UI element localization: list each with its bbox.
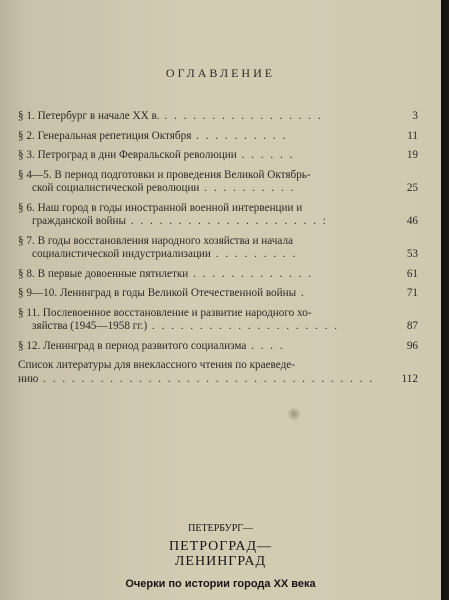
toc-entry-line: § 8. В первые довоенные пятилетки . . . . . . . . . . . . .	[18, 267, 313, 280]
toc-entry-line: Список литературы для внеклассного чтения по краеведе-	[18, 359, 295, 371]
toc-entry	[18, 130, 418, 144]
toc-page-number: 112	[401, 372, 418, 385]
toc-entry-line: § 9—10. Ленинград в годы Великой Отечественной войны .	[18, 287, 306, 299]
toc-page-number: 96	[406, 339, 418, 352]
toc-entry	[18, 359, 418, 386]
cover-title-line-3: ЛЕНИНГРАД	[174, 554, 267, 569]
toc-entry-line: § 12. Ленинград в период развитого социализма . . . .	[18, 339, 285, 352]
toc-entry-line: социалистической индустриализации . . . . . . . . .	[32, 248, 298, 260]
toc-entry	[18, 149, 418, 163]
toc-entry-line: § 2. Генеральная репетиция Октября . . . . . . . . . .	[18, 129, 288, 142]
toc-page-number: 19	[406, 149, 418, 161]
toc-entry-line: § 1. Петербург в начале XX в. . . . . . . . . . . . . . . . . .	[18, 110, 323, 122]
toc-entry	[18, 340, 418, 354]
toc-entry	[18, 202, 418, 229]
toc-entry-line: § 11. Послевоенное восстановление и развитие народного хо-	[18, 306, 312, 319]
toc-entry-line: § 3. Петроград в дни Февральской революции . . . . . .	[18, 149, 295, 161]
toc-page-number: 71	[406, 287, 418, 299]
cover-title-line-2: ПЕТРОГРАД—	[168, 539, 273, 554]
toc-page-number: 11	[407, 129, 418, 142]
toc-page-number: 87	[406, 320, 418, 332]
toc-entry	[18, 235, 418, 262]
toc-entry	[18, 169, 418, 196]
toc-page-number: 53	[406, 248, 418, 260]
toc-entry	[18, 268, 418, 282]
toc-entry	[18, 307, 418, 334]
toc-entry-line: зяйства (1945—1958 гг.) . . . . . . . . . . . . . . . . . . . .	[32, 320, 340, 332]
toc-entry	[18, 287, 418, 301]
cover-title-line-1: ПЕТЕРБУРГ—	[188, 523, 253, 534]
cover-subtitle: Очерки по истории города XX века	[125, 578, 316, 590]
toc-page-number: 25	[406, 182, 418, 194]
toc-entry-line: § 4—5. В период подготовки и проведения Великой Октябрь-	[18, 168, 311, 181]
paper-stain	[287, 407, 301, 421]
toc-entry-line: нию . . . . . . . . . . . . . . . . . . . . . . . . . . . . . . . . . . .	[18, 372, 375, 385]
toc-page-number: 3	[412, 110, 418, 122]
toc-entry-line: гражданской войны . . . . . . . . . . . . . . . . . . . . :	[32, 215, 328, 227]
toc-entry-line: § 6. Наш город в годы иностранной военной интервенции и	[18, 201, 303, 214]
toc-entry	[18, 110, 418, 124]
toc-page-number: 61	[406, 267, 418, 280]
toc-entry-line: § 7. В годы восстановления народного хозяйства и начала	[18, 234, 293, 247]
toc-page-number: 46	[406, 215, 418, 227]
page-edge-shadow	[441, 0, 449, 600]
table-of-contents	[18, 110, 418, 392]
toc-title: ОГЛАВЛЕНИЕ	[165, 66, 276, 80]
toc-entry-line: ской социалистической революции . . . . . . . . . .	[32, 182, 296, 194]
